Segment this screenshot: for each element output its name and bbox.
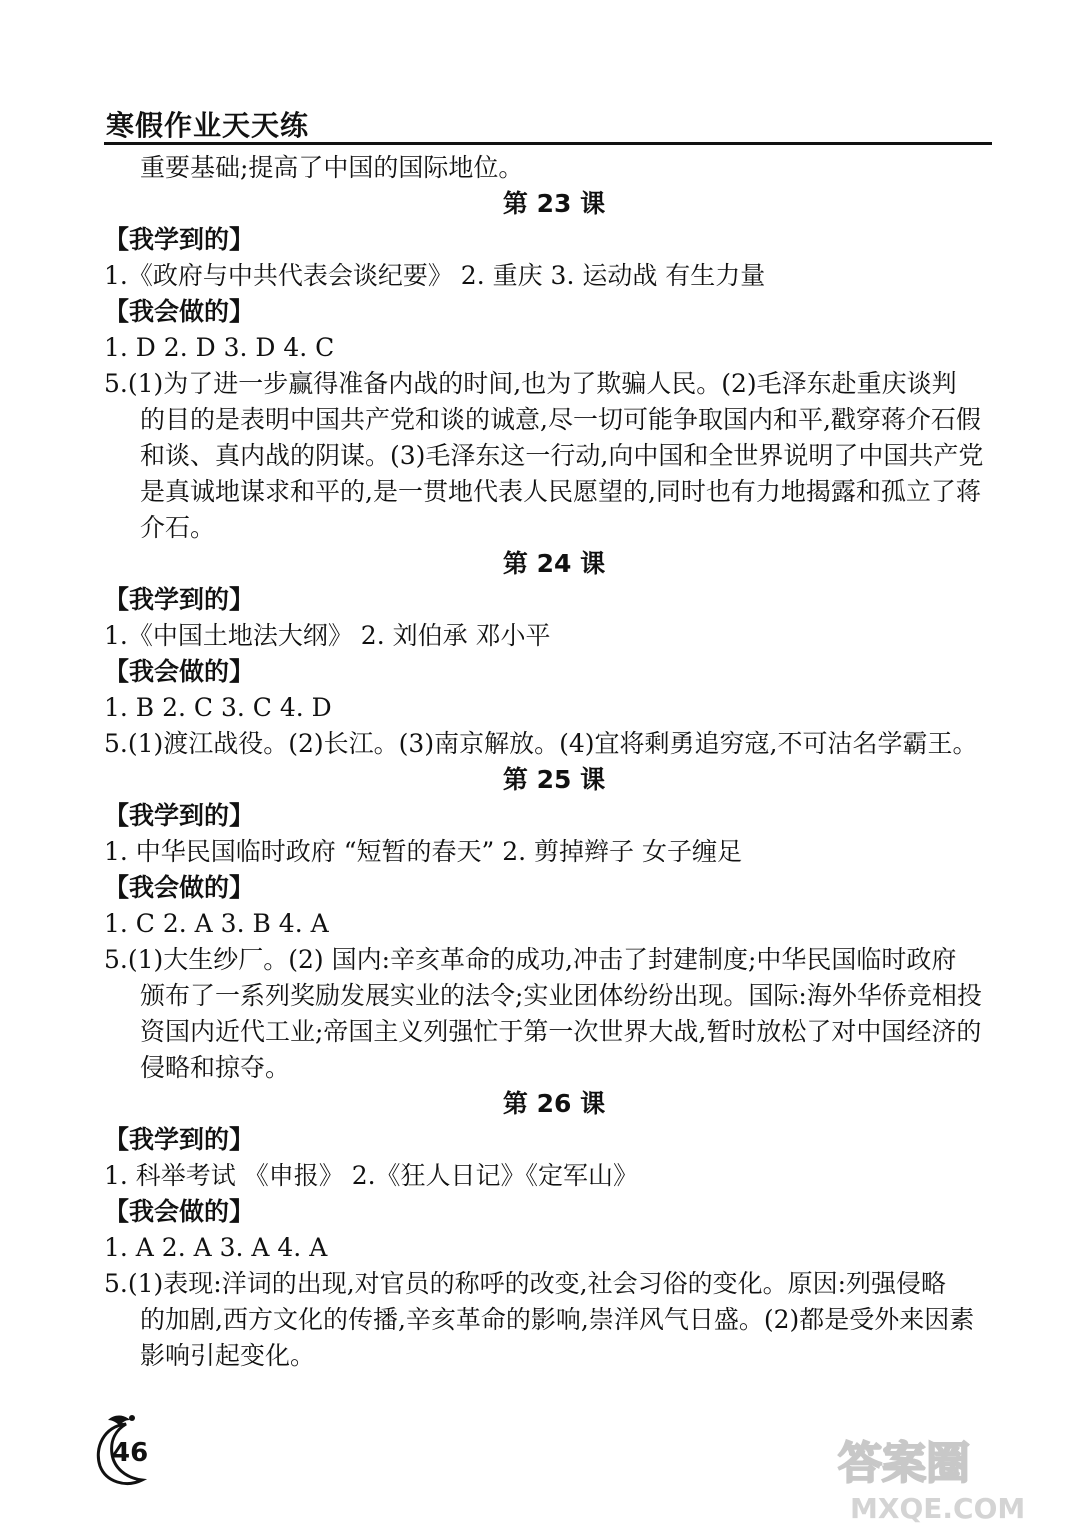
- answer-line: 5.(1)为了进一步赢得准备内战的时间,也为了欺骗人民。(2)毛泽东赴重庆谈判: [104, 369, 957, 398]
- answer-line: 和谈、真内战的阴谋。(3)毛泽东这一行动,向中国和全世界说明了中国共产党: [140, 441, 984, 470]
- book-title: 寒假作业天天练: [106, 109, 310, 142]
- lesson-heading: 第 24 课: [502, 549, 606, 578]
- answer-line: 资国内近代工业;帝国主义列强忙于第一次世界大战,暂时放松了对中国经济的: [140, 1017, 982, 1046]
- answer-line: 1. C 2. A 3. B 4. A: [104, 909, 329, 938]
- answer-line: 1. 中华民国临时政府 “短暂的春天” 2. 剪掉辫子 女子缠足: [104, 837, 743, 866]
- watermark-logo: [816, 1420, 1056, 1530]
- answer-line: 颁布了一系列奖励发展实业的法令;实业团体纷纷出现。国际:海外华侨竞相投: [140, 981, 982, 1010]
- answer-line: 影响引起变化。: [140, 1341, 316, 1370]
- lesson-heading: 第 25 课: [502, 765, 606, 794]
- section-heading: 【我学到的】: [104, 801, 255, 830]
- answer-line: 是真诚地谋求和平的,是一贯地代表人民愿望的,同时也有力地揭露和孤立了蒋: [140, 477, 981, 506]
- section-heading: 【我会做的】: [104, 873, 255, 902]
- section-heading: 【我会做的】: [104, 297, 255, 326]
- answer-line: 5.(1)大生纱厂。(2) 国内:辛亥革命的成功,冲击了封建制度;中华民国临时政府: [104, 945, 957, 974]
- answer-line: 侵略和掠夺。: [140, 1053, 291, 1082]
- answer-line: 的目的是表明中国共产党和谈的诚意,尽一切可能争取国内和平,戳穿蒋介石假: [140, 405, 981, 434]
- answer-line: 1.《中国土地法大纲》 2. 刘伯承 邓小平: [104, 621, 551, 650]
- page-number: 46: [112, 1438, 149, 1468]
- lesson-heading: 第 23 课: [502, 189, 606, 218]
- watermark-url: MXQE.COM: [850, 1492, 1026, 1525]
- answer-line: 5.(1)表现:洋词的出现,对官员的称呼的改变,社会习俗的变化。原因:列强侵略: [104, 1269, 947, 1298]
- section-heading: 【我学到的】: [104, 1125, 255, 1154]
- section-heading: 【我学到的】: [104, 225, 255, 254]
- lesson-heading: 第 26 课: [502, 1089, 606, 1118]
- section-heading: 【我会做的】: [104, 1197, 255, 1226]
- answer-content: [104, 150, 1004, 1374]
- answer-line: 1. 科举考试 《申报》 2.《狂人日记》《定军山》: [104, 1161, 639, 1190]
- answer-line: 重要基础;提高了中国的国际地位。: [140, 153, 524, 182]
- answer-line: 介石。: [140, 513, 216, 542]
- answer-line: 1. B 2. C 3. C 4. D: [104, 693, 332, 722]
- answer-line: 1.《政府与中共代表会谈纪要》 2. 重庆 3. 运动战 有生力量: [104, 261, 766, 290]
- answer-line: 1. A 2. A 3. A 4. A: [104, 1233, 328, 1262]
- header-divider: [104, 142, 992, 145]
- answer-line: 5.(1)渡江战役。(2)长江。(3)南京解放。(4)宜将剩勇追穷寇,不可沽名学霸王。: [104, 729, 978, 758]
- section-heading: 【我会做的】: [104, 657, 255, 686]
- answer-line: 的加剧,西方文化的传播,辛亥革命的影响,崇洋风气日盛。(2)都是受外来因素: [140, 1305, 975, 1334]
- section-heading: 【我学到的】: [104, 585, 255, 614]
- answer-line: 1. D 2. D 3. D 4. C: [104, 333, 335, 362]
- watermark-text: 答案圈: [838, 1438, 970, 1489]
